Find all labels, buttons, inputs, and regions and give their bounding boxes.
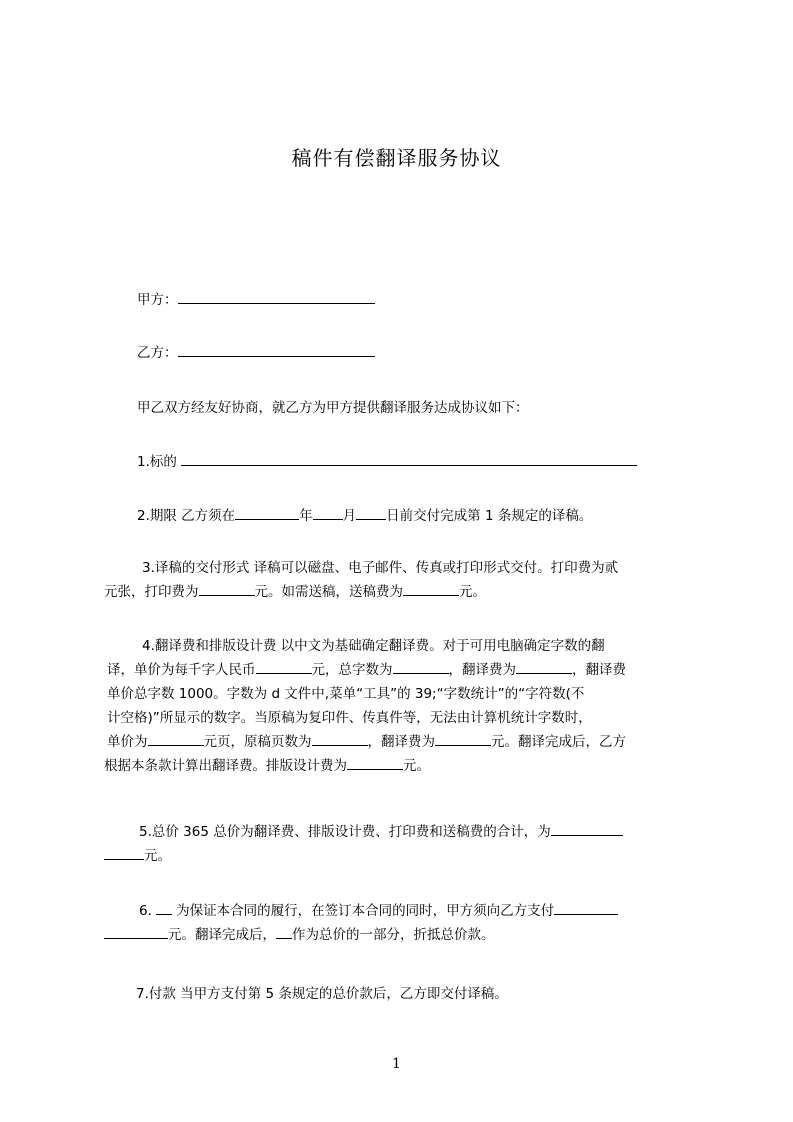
layout-fee-label: 根据本条款计算出翻译费。排版设计费为 <box>104 758 347 774</box>
clause-6-text: 为保证本合同的履行，在签订本合同的同时，甲方须向乙方支付 <box>171 903 555 919</box>
clause-7: 7.付款 当甲方支付第 5 条规定的总价款后，乙方即交付译稿。 <box>136 986 508 1002</box>
clause-6-line-2 <box>104 924 495 946</box>
layout-fee-unit: 元。 <box>403 758 430 774</box>
printing-fee-label: 元张，打印费为 <box>104 584 199 600</box>
page-price-label: 单价为 <box>107 734 148 750</box>
page-count-blank <box>312 731 368 746</box>
translation-fee-tail: ，翻译费 <box>572 662 626 678</box>
clause-5-line-2 <box>104 845 171 867</box>
page-number: 1 <box>392 1056 401 1072</box>
party-a-line <box>137 289 375 311</box>
translation-fee-label: ，翻译费为 <box>448 662 516 678</box>
translation-fee-blank <box>516 659 572 674</box>
deposit-blank <box>276 924 292 939</box>
party-a-blank <box>178 289 375 304</box>
subject-blank <box>181 451 637 466</box>
total-price-text: 5.总价 365 总价为翻译费、排版设计费、打印费和送稿费的合计，为 <box>139 824 551 840</box>
document-title: 稿件有偿翻译服务协议 <box>291 146 502 170</box>
total-price-unit: 元。 <box>144 848 171 864</box>
day-blank <box>356 505 386 520</box>
party-b-label: 乙方： <box>137 345 178 361</box>
delivery-fee-blank <box>403 581 459 596</box>
month-label: 月 <box>342 508 357 524</box>
clause-4-line-5-tail: 元。翻译完成后，乙方 <box>491 734 626 750</box>
clause-4-line-4: 计空格)”所显示的数字。当原稿为复印件、传真件等，无法由计算机统计字数时， <box>107 710 592 726</box>
clause-5-line-1 <box>139 821 623 843</box>
page-fee-label: ，翻译费为 <box>367 734 435 750</box>
delivery-fee-label: 元。如需送稿，送稿费为 <box>254 584 403 600</box>
deposit-title-blank <box>156 900 172 915</box>
word-count-blank <box>393 659 449 674</box>
clause-1 <box>137 451 637 473</box>
clause-2-tail: 日前交付完成第 1 条规定的译稿。 <box>386 508 593 524</box>
clause-3-line-1: 3.译稿的交付形式 译稿可以磁盘、电子邮件、传真或打印形式交付。打印费为贰 <box>142 560 619 576</box>
year-blank <box>235 505 299 520</box>
clause-4-line-2 <box>107 659 626 681</box>
clause-4-line-1: 4.翻译费和排版设计费 以中文为基础确定翻译费。对于可用电脑确定字数的翻 <box>142 638 605 654</box>
intro-paragraph: 甲乙双方经友好协商，就乙方为甲方提供翻译服务达成协议如下： <box>137 400 529 416</box>
printing-fee-blank <box>199 581 255 596</box>
total-price-blank-1 <box>551 821 623 836</box>
delivery-fee-unit: 元。 <box>459 584 486 600</box>
clause-2-text: 2.期限 乙方须在 <box>137 508 236 524</box>
party-b-blank <box>178 342 375 357</box>
deposit-amount-blank-2 <box>104 924 168 939</box>
party-b-line <box>137 342 375 364</box>
clause-6-line-1 <box>139 900 618 922</box>
year-label: 年 <box>299 508 313 524</box>
page-count-label: 元页，原稿页数为 <box>203 734 312 750</box>
deposit-amount-blank-1 <box>554 900 618 915</box>
clause-4-line-6 <box>104 755 430 777</box>
clause-4-line-3: 单价总字数 1000。字数为 d 文件中,菜单“工具”的 39;“字数统计”的“字符数(不 <box>107 686 585 702</box>
page-fee-blank <box>435 731 491 746</box>
page-price-blank <box>148 731 204 746</box>
unit-price-label: 译，单价为每千字人民币 <box>107 662 256 678</box>
party-a-label: 甲方： <box>137 292 178 308</box>
total-price-blank-2 <box>104 845 144 860</box>
word-count-label: 元，总字数为 <box>311 662 393 678</box>
layout-fee-blank <box>347 755 403 770</box>
clause-3-line-2 <box>104 581 486 603</box>
clause-4-line-5 <box>107 731 626 753</box>
clause-6-line-2-text: 元。翻译完成后， <box>168 927 276 943</box>
unit-price-blank <box>256 659 312 674</box>
clause-2 <box>137 505 592 527</box>
clause-1-label: 1.标的 <box>137 454 177 470</box>
month-blank <box>313 505 343 520</box>
clause-6-line-2-tail: 作为总价的一部分，折抵总价款。 <box>292 927 495 943</box>
clause-6-number: 6. <box>139 903 152 919</box>
